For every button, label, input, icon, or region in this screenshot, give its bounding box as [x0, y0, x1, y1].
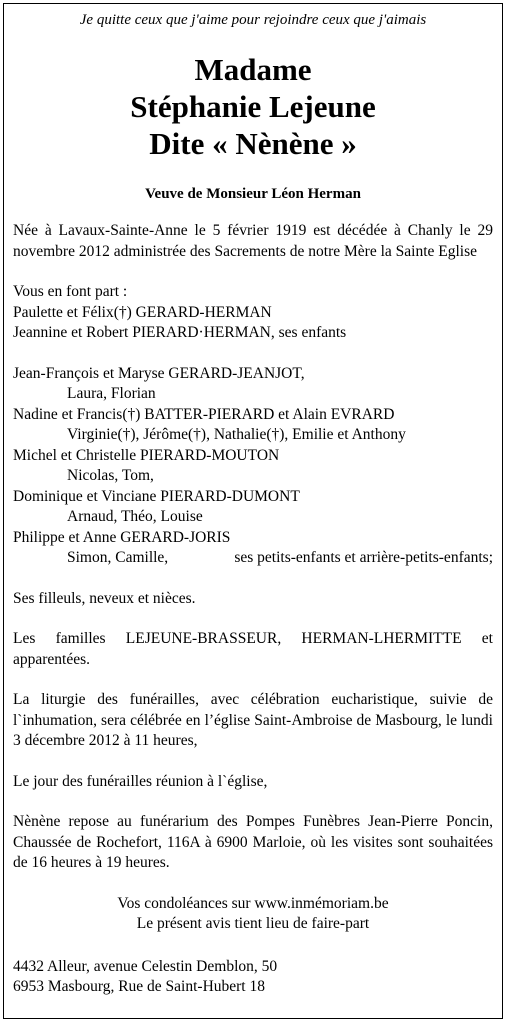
epigraph: Je quitte ceux que j'aime pour rejoindre ceux que j'aimais: [79, 12, 427, 28]
liturgy-text: La liturgie des funérailles, avec célébration eucharistique, suivie de l`inhumation, sera célébrée en l’église Saint-Ambroise de Masbourg, le lundi 3 décembre 2012 à 11 heures,: [13, 691, 493, 749]
condolences-text: Vos condoléances sur www.inmémoriam.be: [117, 894, 389, 912]
children-line: Paulette et Félix(†) GERARD-HERMAN: [13, 303, 272, 321]
repose-text: Nènène repose au funérarium des Pompes Funèbres Jean-Pierre Poncin, Chaussée de Rochefort, 116A à 6900 Marloie, où les visites sont souhaitées de 16 heures à 19 heures.: [13, 813, 493, 871]
deceased-name-block: [13, 51, 493, 162]
obituary-content: [13, 4, 493, 998]
obituary-frame: [3, 3, 503, 1019]
title-line-1: Madame: [194, 52, 312, 87]
spacer: [13, 569, 493, 589]
spacer: [13, 935, 493, 957]
grandchildren-last-line: [13, 548, 493, 569]
families-text: Les familles LEJEUNE-BRASSEUR, HERMAN-LHERMITTE et apparentées.: [13, 630, 493, 668]
address-line: 6953 Masbourg, Rue de Saint-Hubert 18: [13, 978, 265, 995]
grandchildren-list: [13, 364, 493, 549]
announce-intro: Vous en font part :: [13, 283, 128, 300]
notice-text: Le présent avis tient lieu de faire-part: [136, 915, 370, 932]
family-couple: Philippe et Anne GERARD-JORIS: [13, 528, 231, 546]
meeting-text: Le jour des funérailles réunion à l`église,: [13, 772, 268, 790]
spacer: [13, 609, 493, 629]
children-line: Jeannine et Robert PIERARD·HERMAN, ses enfants: [13, 324, 347, 341]
spacer: [13, 670, 493, 690]
family-couple: Jean-François et Maryse GERARD-JEANJOT,: [13, 364, 305, 382]
family-couple: Nadine et Francis(†) BATTER-PIERARD et Alain EVRARD: [13, 405, 395, 423]
family-couple: Dominique et Vinciane PIERARD-DUMONT: [13, 487, 300, 505]
grandchildren-names: Laura, Florian: [67, 385, 156, 402]
widow-of: Veuve de Monsieur Léon Herman: [145, 186, 361, 202]
spacer: [13, 792, 493, 812]
grandchildren-suffix: ses petits-enfants et arrière-petits-enfants;: [234, 549, 493, 566]
grandchildren-names: Nicolas, Tom,: [67, 467, 154, 484]
grandchildren-names: Virginie(†), Jérôme(†), Nathalie(†), Emilie et Anthony: [67, 426, 406, 443]
spacer: [13, 344, 493, 364]
title-line-3: Dite « Nènène »: [149, 126, 357, 161]
address-line: 4432 Alleur, avenue Celestin Demblon, 50: [13, 957, 278, 975]
grandchildren-names: Arnaud, Théo, Louise: [67, 508, 203, 525]
family-couple: Michel et Christelle PIERARD-MOUTON: [13, 446, 280, 464]
birth-death-text: Née à Lavaux-Sainte-Anne le 5 février 1919 est décédée à Chanly le 29 novembre 2012 administrée des Sacrements de notre Mère la Sainte Eglise: [13, 222, 493, 260]
title-line-2: Stéphanie Lejeune: [130, 89, 376, 124]
godchildren-text: Ses filleuls, neveux et nièces.: [13, 589, 196, 607]
spacer: [13, 874, 493, 894]
spacer: [13, 262, 493, 282]
spacer: [13, 752, 493, 772]
last-grandchildren: Simon, Camille,: [67, 549, 169, 566]
